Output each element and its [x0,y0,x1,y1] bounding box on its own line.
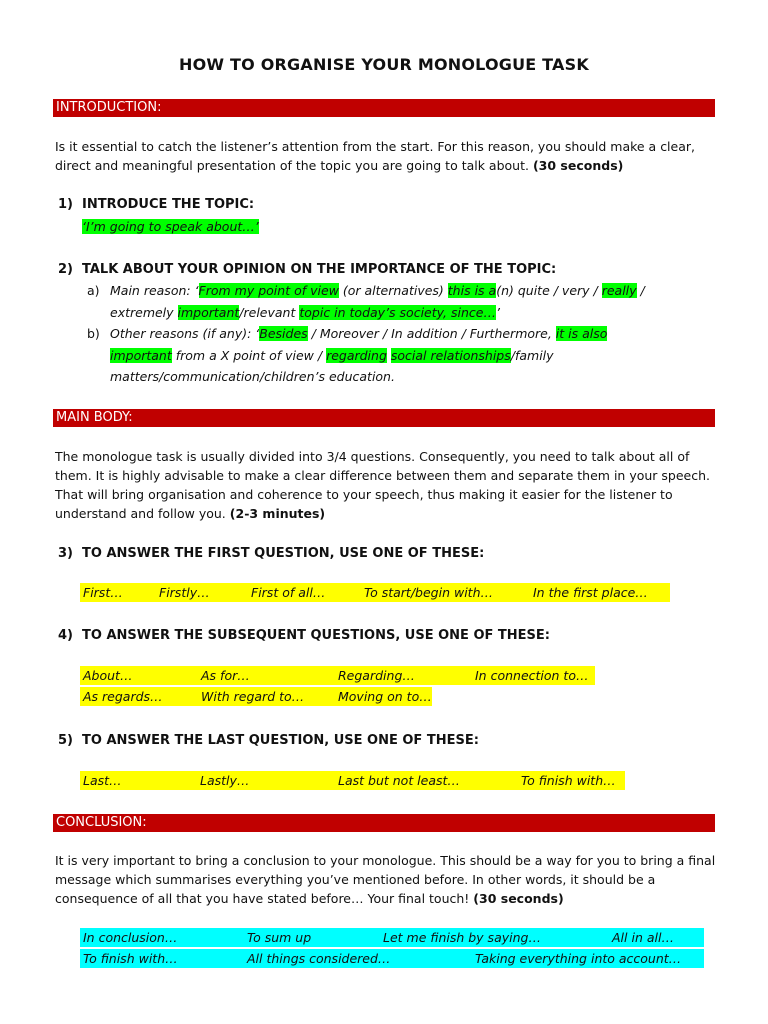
phrase-let-me-finish: Let me finish by saying… [383,930,541,945]
item-4-number: 4) [58,628,73,643]
item-3-title: TO ANSWER THE FIRST QUESTION, USE ONE OF THESE: [82,546,485,561]
phrase-taking-everything-into-account: Taking everything into account… [475,951,682,966]
item-2-number: 2) [58,262,73,277]
main-body-time: (2-3 minutes) [229,506,326,521]
conclusion-phrase-box-row-1 [80,928,704,947]
item-3-phrase-box [80,583,670,602]
item-2a-line-1: Main reason: ‘From my point of view (or alternatives) this is a(n) quite / very / really / [110,283,645,298]
item-5-number: 5) [58,733,73,748]
item-5-phrase-box [80,771,625,790]
item-2b-line-1: Other reasons (if any): ‘Besides / Moreover / In addition / Furthermore, it is also [110,326,608,341]
phrase-in-conclusion: In conclusion… [83,930,178,945]
main-body-text: The monologue task is usually divided into 3/4 questions. Consequently, you need to talk about all of them. It is highly advisable to make a clear difference between them and separate them in your speech. That will bring organisation and coherence to your speech, thus making it easier for the listener to understand and follow you. [55,449,710,521]
phrase-to-sum-up: To sum up [247,930,312,945]
item-2-title: TALK ABOUT YOUR OPINION ON THE IMPORTANCE OF THE TOPIC: [82,262,557,277]
item-5-heading [58,732,479,750]
phrase-in-connection-to: In connection to… [475,668,589,683]
phrase-all-things-considered: All things considered… [247,951,391,966]
item-2b-line-2: important from a X point of view / regarding social relationships/family [110,348,554,363]
item-1-heading [58,196,254,214]
phrase-in-the-first-place: In the first place… [533,585,648,600]
phrase-to-start: To start/begin with… [364,585,493,600]
item-2b-label: b) [87,326,100,341]
conclusion-paragraph [55,851,720,908]
phrase-as-regards: As regards… [83,689,163,704]
phrase-as-for: As for… [201,668,250,683]
phrase-last-but-not-least: Last but not least… [338,773,460,788]
item-1-phrase-line [82,216,259,237]
phrase-with-regard-to: With regard to… [201,689,305,704]
item-5-title: TO ANSWER THE LAST QUESTION, USE ONE OF THESE: [82,733,479,748]
item-4-heading [58,627,550,645]
item-2a-line-2: extremely important/relevant topic in today’s society, since…’ [110,305,500,320]
item-2-heading [58,261,556,279]
phrase-first-of-all: First of all… [251,585,326,600]
introduction-text: Is it essential to catch the listener’s attention from the start. For this reason, you should make a clear, direct and meaningful presentation of the topic you are going to talk about. [55,139,695,173]
phrase-firstly: Firstly… [159,585,210,600]
item-1-title: INTRODUCE THE TOPIC: [82,197,255,212]
phrase-regarding: Regarding… [338,668,415,683]
item-4-phrase-box-row-2 [80,687,432,706]
item-4-title: TO ANSWER THE SUBSEQUENT QUESTIONS, USE ONE OF THESE: [82,628,550,643]
phrase-to-finish-with-conclusion: To finish with… [83,951,178,966]
introduction-header: INTRODUCTION: [53,99,715,117]
phrase-moving-on-to: Moving on to… [338,689,432,704]
phrase-to-finish-with: To finish with… [521,773,616,788]
item-2a-label: a) [87,283,100,298]
main-body-header: MAIN BODY: [53,409,715,427]
conclusion-text: It is very important to bring a conclusion to your monologue. This should be a way for you to bring a final message which summarises everything you’ve mentioned before. In other words, it should be a consequence of all that you have stated before… Your final touch! [55,853,716,906]
phrase-about: About… [83,668,133,683]
item-1-number: 1) [58,197,73,212]
introduction-paragraph [55,137,720,175]
item-3-number: 3) [58,546,73,561]
page-title: HOW TO ORGANISE YOUR MONOLOGUE TASK [179,55,589,74]
phrase-first: First… [83,585,123,600]
introduction-time: (30 seconds) [532,158,624,173]
main-body-paragraph [55,447,720,523]
item-1-phrase: ‘I’m going to speak about…’ [82,219,259,234]
item-2b-line-3: matters/communication/children’s education. [110,369,395,384]
conclusion-phrase-box-row-2 [80,949,704,968]
phrase-lastly: Lastly… [200,773,250,788]
item-4-phrase-box-row-1 [80,666,595,685]
item-3-heading [58,545,484,563]
phrase-all-in-all: All in all… [612,930,674,945]
conclusion-time: (30 seconds) [473,891,564,906]
conclusion-header: CONCLUSION: [53,814,715,832]
phrase-last: Last… [83,773,122,788]
